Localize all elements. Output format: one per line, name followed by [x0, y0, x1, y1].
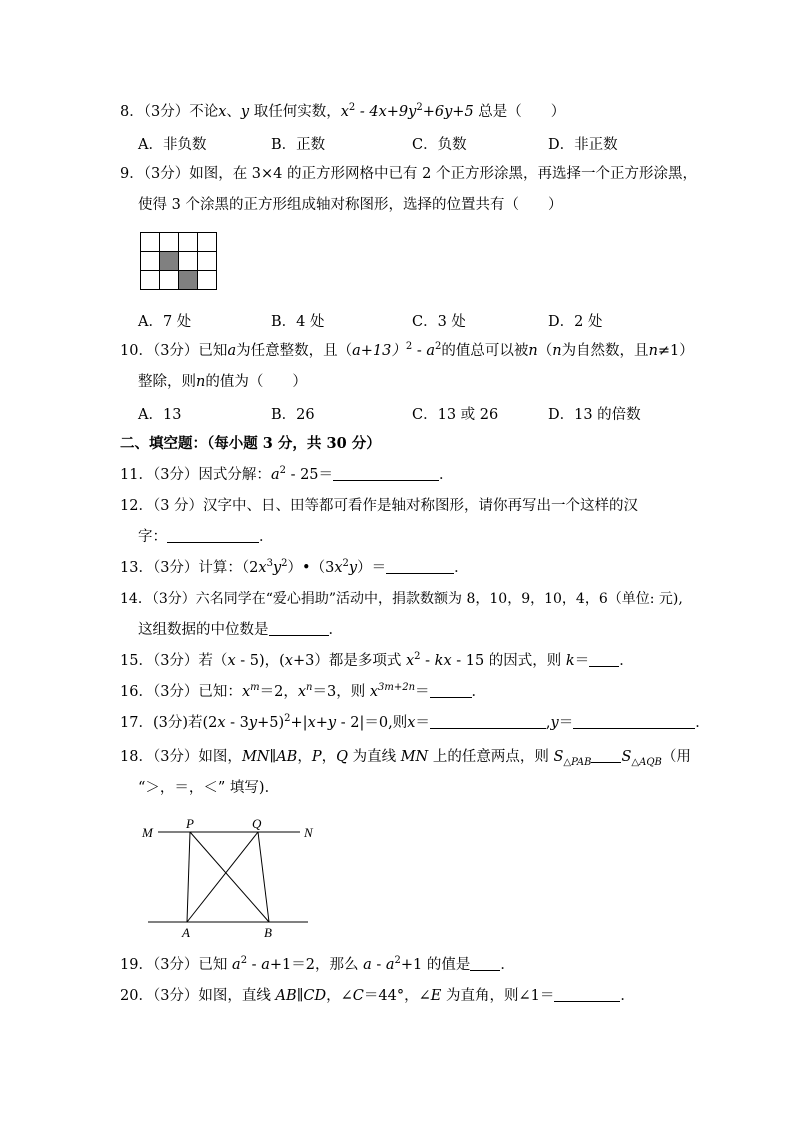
- q20-p1: 20．（3分）如图，直线: [120, 988, 276, 1004]
- q15-p4: -: [420, 653, 435, 669]
- q9-line2: 使得 3 个涂黑的正方形组成轴对称图形，选择的位置共有（ ）: [138, 197, 563, 213]
- grid-cell: [141, 252, 160, 271]
- var-x: x: [218, 104, 227, 120]
- q10-p9: ≠1）: [657, 343, 694, 359]
- q20-p3: ＝44°，∠: [363, 988, 431, 1004]
- var-x: x: [405, 653, 415, 669]
- var-n: n: [528, 343, 538, 359]
- question-8: [120, 102, 565, 122]
- q19-p4: -: [371, 957, 386, 973]
- q19-p2: -: [247, 957, 262, 973]
- q10-line2b: 的值为（ ）: [205, 374, 307, 390]
- point-q: Q: [336, 749, 348, 765]
- q15-exp: 2: [414, 651, 421, 662]
- section-title-fill-in: 二、填空题：（每小题 3 分，共 30 分）: [120, 435, 381, 452]
- question-16: [120, 682, 486, 702]
- q13-rest: ）＝: [357, 560, 387, 576]
- q16-exp: 3m+2n: [378, 682, 416, 693]
- grid-cell: [179, 233, 198, 252]
- parallel-symbol: ∥: [296, 988, 304, 1004]
- q18-p6: （用: [661, 749, 691, 765]
- q17-p7: ＝: [415, 715, 430, 731]
- q9-line1: 9．（3分）如图，在 3×4 的正方形网格中已有 2 个正方形涂黑，再选择一个正方形涂黑，: [120, 166, 697, 182]
- segment-qa: [187, 832, 258, 922]
- var-x: x: [258, 560, 267, 576]
- q13-e1: 3: [266, 558, 273, 569]
- q10-p5: a: [426, 343, 435, 359]
- q16-p2: ＝2，: [259, 684, 298, 700]
- question-13: [120, 558, 469, 578]
- question-19: [120, 955, 515, 975]
- var-x: x: [297, 684, 307, 700]
- var-y: y: [248, 715, 258, 731]
- var-y: y: [327, 715, 337, 731]
- q14-answer-blank[interactable]: [269, 621, 329, 636]
- q11-answer-blank[interactable]: [333, 466, 439, 481]
- grid-cell-shaded: [179, 271, 198, 290]
- q8-suffix: 总是（ ）: [473, 104, 566, 120]
- label-q: Q: [252, 816, 262, 831]
- q19-answer-blank[interactable]: [470, 956, 500, 971]
- q15-answer-blank[interactable]: [589, 652, 619, 667]
- grid-cell: [141, 233, 160, 252]
- line-ab: AB: [276, 749, 298, 765]
- q8-exp2: 2: [416, 102, 423, 113]
- q10-p8: 为自然数，且: [561, 343, 649, 359]
- q13-mid: ）•（3: [287, 560, 335, 576]
- q10-option-c: C．13 或 26: [412, 407, 499, 423]
- q17-p9: ＝: [558, 715, 574, 731]
- q20-p2: ，∠: [326, 988, 353, 1004]
- var-a: a: [385, 957, 395, 973]
- q14-line1: 14．（3分）六名同学在“爱心捐助”活动中，捐款数额为 8，10，9，10，4，6（单位: 元),: [120, 591, 683, 607]
- parallel-symbol: ∥: [269, 749, 277, 765]
- label-p: P: [186, 816, 194, 831]
- segment-pa: [187, 832, 190, 922]
- q10-option-b: B．26: [271, 407, 315, 423]
- q14-line2: [138, 620, 343, 640]
- q18-p3: ，: [321, 749, 337, 765]
- var-y: y: [272, 560, 282, 576]
- question-20: [120, 986, 635, 1006]
- triangle-aqb: △AQB: [631, 757, 662, 768]
- q18-p5: 上的任意两点，则: [428, 749, 554, 765]
- question-15: [120, 651, 634, 671]
- q10-line1: [120, 341, 694, 361]
- q10-p2: 为任意整数，且（: [236, 343, 353, 359]
- q20-p4: 为直角，则∠1＝: [441, 988, 555, 1004]
- var-x: x: [369, 684, 379, 700]
- q17-p6: - 2|＝0,则: [336, 715, 408, 731]
- q8-option-a: A．非负数: [138, 137, 207, 153]
- var-a: a: [363, 957, 372, 973]
- q15-p1: 15．（3分）若（: [120, 653, 228, 669]
- q10-p7: （: [537, 343, 553, 359]
- q15-p2: - 5)，(: [235, 653, 285, 669]
- var-y: y: [240, 104, 250, 120]
- q11-end: ．: [439, 467, 454, 483]
- line-ab: AB: [275, 988, 297, 1004]
- q9-option-a: A．7 处: [138, 314, 192, 330]
- q16-end: ．: [471, 684, 487, 700]
- var-a: a: [261, 957, 270, 973]
- line-mn: MN: [400, 749, 429, 765]
- area-s: S: [621, 749, 632, 765]
- label-m: M: [142, 825, 153, 840]
- q15-p5: - 15 的因式，则: [451, 653, 566, 669]
- q15-end: ．: [619, 653, 634, 669]
- q19-e1: 2: [240, 955, 248, 966]
- q9-grid-figure: [140, 232, 218, 290]
- q8-mid: 取任何实数，: [249, 104, 341, 120]
- point-p: P: [311, 749, 322, 765]
- q12-end: ．: [259, 529, 274, 545]
- q17-p8: ,: [545, 715, 551, 731]
- grid-cell: [179, 252, 198, 271]
- q12-line2a: 字：: [138, 529, 167, 545]
- q10-p4: -: [412, 343, 427, 359]
- q16-p4: ＝: [415, 684, 430, 700]
- var-x: x: [307, 715, 316, 731]
- segment-pb: [190, 832, 269, 922]
- line-cd: CD: [303, 988, 327, 1004]
- q19-p1: 19．（3分）已知: [120, 957, 233, 973]
- q17-answer-blank-x[interactable]: [430, 714, 546, 729]
- grid-cell: [160, 271, 179, 290]
- q8-options: [138, 133, 758, 153]
- var-x: x: [284, 653, 293, 669]
- q13-answer-blank[interactable]: [386, 559, 454, 574]
- q10-e1: 2: [405, 341, 413, 352]
- var-y: y: [348, 560, 358, 576]
- q17-p4: +|: [290, 715, 308, 731]
- angle-c: C: [352, 988, 364, 1004]
- q9-option-d: D．2 处: [548, 314, 603, 330]
- q17-end: ．: [695, 715, 710, 731]
- q18-line2: “＞，＝，＜” 填写)．: [138, 780, 280, 796]
- q16-p3: ＝3，则: [312, 684, 370, 700]
- q18-p1: 18．（3分）如图，: [120, 749, 242, 765]
- q19-p5: +1 的值是: [400, 957, 471, 973]
- question-17: [120, 713, 710, 733]
- q8-exp1: 2: [348, 102, 356, 113]
- q8-expr-b: - 4x+9y: [355, 104, 417, 120]
- var-n: n: [552, 343, 562, 359]
- q15-p6: ＝: [574, 653, 590, 669]
- q18-p4: 为直线: [347, 749, 401, 765]
- q17-answer-blank-y[interactable]: [573, 714, 695, 729]
- q10-option-d: D．13 的倍数: [548, 407, 641, 423]
- q8-sep: 、: [226, 104, 241, 120]
- q9-option-b: B．4 处: [271, 314, 325, 330]
- line-mn: MN: [241, 749, 270, 765]
- question-18-line1: [120, 747, 691, 767]
- segment-qb: [258, 832, 269, 922]
- q10-line2: [138, 372, 307, 392]
- var-x: x: [241, 684, 251, 700]
- q16-p1: 16．（3分）已知：: [120, 684, 242, 700]
- q8-expr-c: +6y+5: [422, 104, 474, 120]
- q14-line2a: 这组数据的中位数是: [138, 622, 269, 638]
- q11-prefix: 11．（3分）因式分解：: [120, 467, 271, 483]
- q20-answer-blank[interactable]: [554, 987, 620, 1002]
- var-x: x: [334, 560, 343, 576]
- grid-cell-shaded: [160, 252, 179, 271]
- q13-end: ．: [454, 560, 469, 576]
- q17-p3: +5): [257, 715, 285, 731]
- var-n: n: [306, 682, 313, 693]
- grid-cell: [198, 252, 217, 271]
- grid-cell: [141, 271, 160, 290]
- var-a: a: [227, 343, 237, 359]
- label-n: N: [304, 825, 313, 840]
- grid-cell: [198, 233, 217, 252]
- var-y: y: [550, 715, 559, 731]
- q17-p5: +: [315, 715, 328, 731]
- q18-answer-blank[interactable]: [591, 748, 621, 763]
- q9-option-c: C．3 处: [412, 314, 466, 330]
- area-s: S: [553, 749, 564, 765]
- q8-option-d: D．非正数: [548, 137, 618, 153]
- var-n: n: [648, 343, 658, 359]
- q15-p3: +3）都是多项式: [292, 653, 406, 669]
- q9-options: [138, 310, 758, 330]
- var-x: x: [217, 715, 226, 731]
- question-11: [120, 465, 454, 485]
- q17-p2: - 3: [225, 715, 249, 731]
- q10-p6: 的值总可以被: [441, 343, 529, 359]
- q10-options: [138, 403, 758, 423]
- q19-p3: +1＝2，那么: [269, 957, 364, 973]
- q10-line2a: 整除，则: [138, 374, 196, 390]
- var-a: a: [232, 957, 241, 973]
- q16-answer-blank[interactable]: [430, 683, 472, 698]
- grid-cell: [198, 271, 217, 290]
- var-x: x: [407, 715, 416, 731]
- var-a: a: [270, 467, 280, 483]
- triangle-pab: △PAB: [563, 757, 592, 768]
- q11-exp: 2: [279, 465, 286, 476]
- q10-e2: 2: [435, 341, 442, 352]
- q10-p1: 10．（3分）已知: [120, 343, 228, 359]
- q19-e2: 2: [394, 955, 401, 966]
- var-m: m: [250, 682, 260, 693]
- q12-line2: [138, 527, 274, 547]
- q11-rest: - 25＝: [285, 467, 334, 483]
- q14-end: ．: [328, 622, 343, 638]
- q19-end: ．: [500, 957, 515, 973]
- var-x: x: [227, 653, 236, 669]
- q18-p2: ，: [297, 749, 312, 765]
- q10-option-a: A．13: [138, 407, 182, 423]
- q12-line1: 12．（3 分）汉字中、日、田等都可看作是轴对称图形，请你再写出一个这样的汉: [120, 498, 639, 514]
- q13-prefix: 13．（3分）计算：（2: [120, 560, 259, 576]
- q20-end: ．: [620, 988, 635, 1004]
- angle-e: E: [430, 988, 442, 1004]
- q17-p1: 17．(3分)若(2: [120, 715, 218, 731]
- var-n: n: [196, 374, 206, 390]
- q8-option-b: B．正数: [271, 137, 326, 153]
- label-a: A: [182, 925, 190, 940]
- q8-prefix: 8．（3分）不论: [120, 104, 219, 120]
- var-kx: kx: [434, 653, 452, 669]
- q13-e2: 2: [281, 558, 288, 569]
- label-b: B: [264, 925, 272, 940]
- q8-option-c: C．负数: [412, 137, 467, 153]
- q17-exp: 2: [284, 713, 291, 724]
- q12-answer-blank[interactable]: [167, 528, 259, 543]
- q13-e3: 2: [342, 558, 349, 569]
- q8-expr-a: x: [340, 104, 349, 120]
- q10-p3: a+13）: [352, 343, 406, 359]
- var-k: k: [565, 653, 575, 669]
- grid-cell: [160, 233, 179, 252]
- q18-figure: [140, 812, 320, 940]
